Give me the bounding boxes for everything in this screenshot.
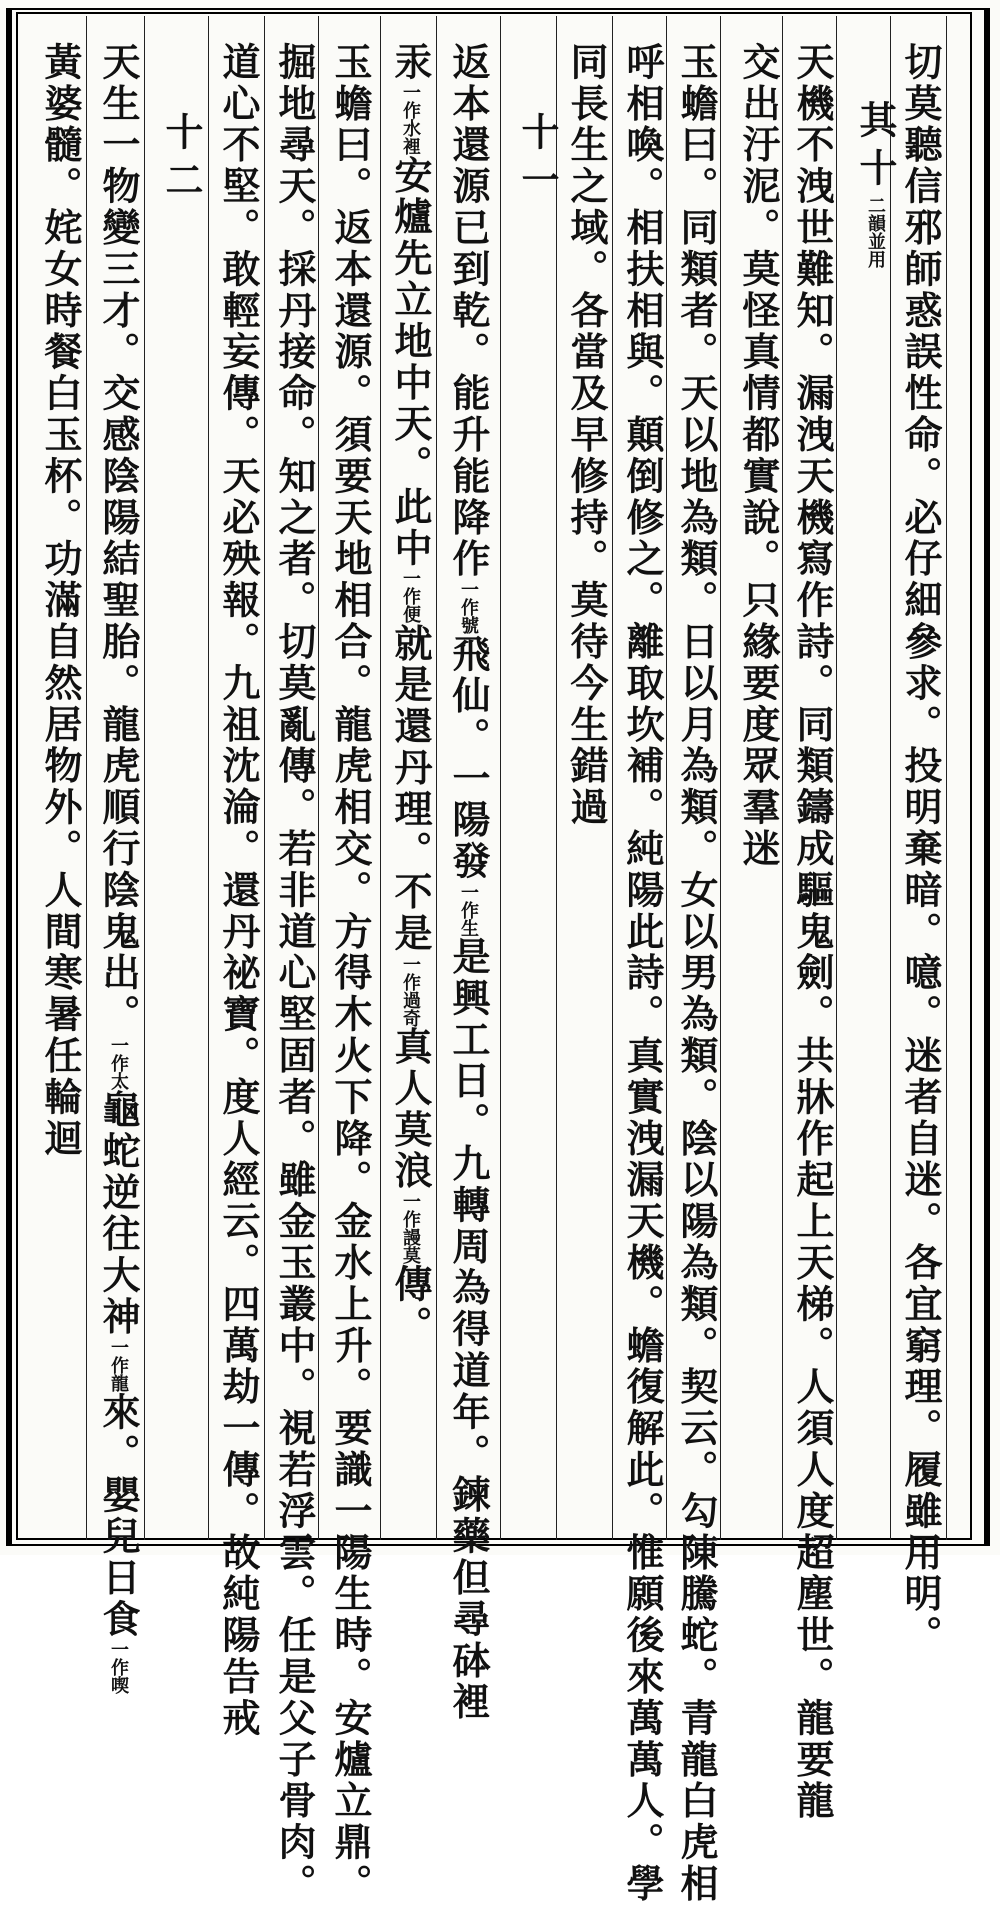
column-rule [720, 16, 721, 1540]
text-column: 同長生之域。各當及早修持。莫待今生錯過 [564, 42, 609, 829]
text-column [96, 42, 141, 1695]
variant-note: 一作喫 [108, 1640, 129, 1695]
column-rule [318, 16, 319, 1540]
column-rule [946, 16, 947, 1540]
text-column: 玉蟾曰。返本還源。須要天地相合。龍虎相交。方得木火下降。金水上升。要識一陽生時。安爐立鼎。 [328, 42, 373, 1905]
column-rule [380, 16, 381, 1540]
text-column: 呼相喚。相扶相與。顛倒修之。離取坎補。純陽此詩。真實洩漏天機。蟾復解此。惟願後來萬萬人。學 [620, 42, 665, 1905]
variant-note: 一作謾莫 [400, 1192, 421, 1265]
text-column: 掘地尋天。採丹接命。知之者。切莫亂傳。若非道心堅固者。雖金玉叢中。視若浮雲。任是父子骨肉。 [272, 42, 317, 1905]
text-column: 交出汙泥。莫怪真情都實說。只緣要度眾羣迷 [736, 42, 781, 870]
variant-note: 一作太 [108, 1035, 129, 1090]
section-heading: 十一 [515, 112, 560, 208]
text-column [388, 42, 433, 1348]
section-heading [848, 100, 903, 268]
variant-note: 一作便 [400, 569, 421, 624]
variant-note: 一作龍 [108, 1338, 129, 1393]
verse-text: 是興工日。九轉周為得道年。鍊藥但尋砵裡 [446, 936, 491, 1724]
heading-note: 二韻並用 [865, 196, 886, 268]
verse-text: 飛仙。一陽發 [446, 634, 491, 883]
text-column: 玉蟾曰。同類者。天以地為類。日以月為類。女以男為類。陰以陽為類。契云。勾陳騰蛇。青龍白虎相 [674, 42, 719, 1905]
column-rule [500, 16, 501, 1540]
text-column: 切莫聽信邪師惑誤性命。必仔細參求。投明棄暗。噫。迷者自迷。各宜窮理。履雖用明。 [898, 42, 943, 1657]
variant-note: 一作水裡 [400, 83, 421, 156]
column-rule [144, 16, 145, 1540]
column-rule [264, 16, 265, 1540]
column-rule [836, 16, 837, 1540]
text-column: 道心不堅。敢輕妄傳。天必殃報。九祖沈淪。還丹祕寶。度人經云。四萬劫一傳。故純陽告戒 [216, 42, 261, 1740]
column-rule [556, 16, 557, 1540]
text-column: 天機不洩世難知。漏洩天機寫作詩。同類鑄成驅鬼劍。共牀作起上天梯。人須人度超塵世。龍要龍 [790, 42, 835, 1823]
verse-text: 返本還源已到乾。能升能降作 [446, 42, 491, 581]
column-rule [612, 16, 613, 1540]
verse-text: 安爐先立地中天。此中 [388, 155, 433, 570]
verse-text: 來。嬰兒日食 [96, 1392, 141, 1641]
variant-note: 一作過奇 [400, 954, 421, 1027]
column-rule [86, 16, 87, 1540]
variant-note: 一作生 [458, 882, 479, 937]
text-column [446, 42, 491, 1724]
verse-text: 就是還丹理。不是 [388, 623, 433, 955]
section-heading: 十二 [159, 112, 204, 208]
heading-label: 其十 [853, 100, 898, 196]
verse-text: 傳。 [388, 1264, 433, 1348]
column-rule [782, 16, 783, 1540]
column-rule [666, 16, 667, 1540]
verse-text: 真人莫浪 [388, 1026, 433, 1193]
verse-text: 龜蛇逆往大神 [96, 1089, 141, 1339]
verse-text: 天生一物變三才。交感陰陽結聖胎。龍虎順行陰鬼出。 [96, 42, 141, 1036]
verse-text: 汞 [388, 42, 433, 84]
text-column: 黃婆髓。姹女時餐白玉杯。功滿自然居物外。人間寒暑任輪迴 [38, 42, 83, 1160]
column-rule [436, 16, 437, 1540]
variant-note: 一作號 [458, 580, 479, 635]
column-rule [208, 16, 209, 1540]
